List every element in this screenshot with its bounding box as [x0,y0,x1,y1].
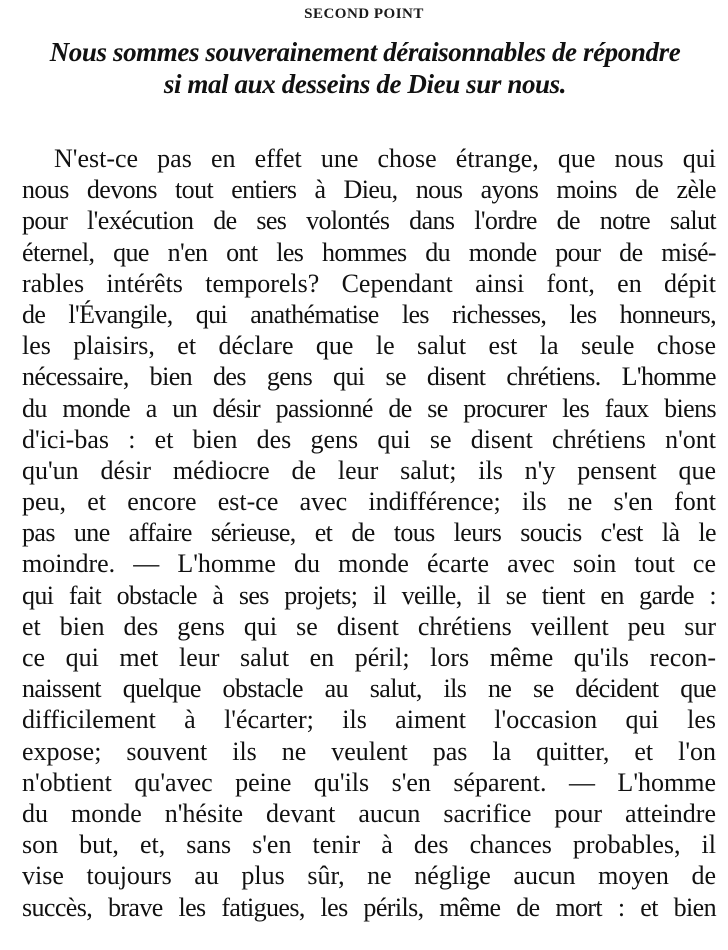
text-line: nécessaire, bien des gens qui se disent chrétiens. L'homme [22,362,716,392]
subtitle-line: Nous sommes souverainement déraisonnables de répondre [49,37,681,67]
text-line: qui fait obstacle à ses projets; il veille, il se tient en garde : [22,580,716,610]
subtitle-line: si mal aux desseins de Dieu sur nous. [163,69,567,99]
text-line: rables intérêts temporels? Cependant ainsi font, en dépit [22,268,716,298]
text-line: qu'un désir médiocre de leur salut; ils n'y pensent que [22,455,716,485]
text-line: éternel, que n'en ont les hommes du monde pour de misé- [22,237,716,267]
section-subtitle [12,36,718,100]
text-line: son but, et, sans s'en tenir à des chances probables, il [22,830,716,860]
text-line: moindre. — L'homme du monde écarte avec soin tout ce [22,549,716,579]
text-line: succès, brave les fatigues, les périls, même de mort : et bien [22,892,716,922]
text-line: pas une affaire sérieuse, et de tous leurs soucis c'est là le [22,518,716,548]
body-paragraph [22,143,716,923]
text-line: d'ici-bas : et bien des gens qui se disent chrétiens n'ont [22,424,716,454]
text-line: vise toujours au plus sûr, ne néglige aucun moyen de [22,861,716,891]
text-line: n'obtient qu'avec peine qu'ils s'en séparent. — L'homme [22,767,716,797]
section-label: SECOND POINT [304,6,424,22]
text-line: N'est-ce pas en effet une chose étrange, que nous qui [54,144,716,173]
text-line: et bien des gens qui se disent chrétiens veillent peu sur [22,611,716,641]
text-line: naissent quelque obstacle au salut, ils ne se décident que [22,674,716,704]
text-line: du monde n'hésite devant aucun sacrifice pour atteindre [22,798,716,828]
text-line: pour l'exécution de ses volontés dans l'ordre de notre salut [22,206,716,236]
text-line: peu, et encore est-ce avec indifférence; ils ne s'en font [22,487,716,517]
text-line: ce qui met leur salut en péril; lors même qu'ils recon- [22,643,716,672]
text-line: difficilement à l'écarter; ils aiment l'occasion qui les [22,705,716,735]
text-line: nous devons tout entiers à Dieu, nous ayons moins de zèle [22,175,716,205]
text-line: les plaisirs, et déclare que le salut est la seule chose [22,331,716,361]
text-line: du monde a un désir passionné de se procurer les faux biens [22,393,716,423]
text-line: expose; souvent ils ne veulent pas la quitter, et l'on [22,736,716,766]
text-line: de l'Évangile, qui anathématise les richesses, les honneurs, [22,299,716,329]
